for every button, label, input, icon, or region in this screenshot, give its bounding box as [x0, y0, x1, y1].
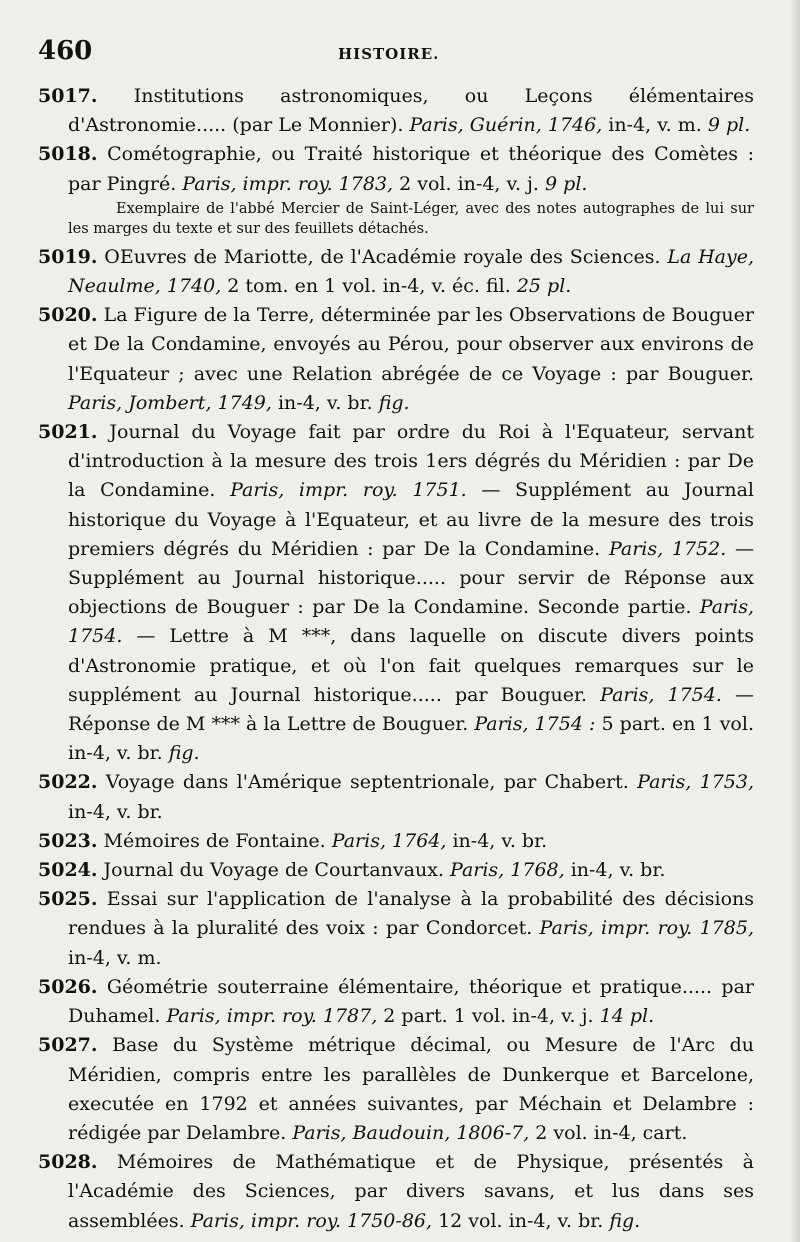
entry-imprint: Paris, impr. roy. 1751. — [230, 479, 467, 502]
entry-number: 5028. — [38, 1151, 98, 1174]
entry-number: 5017. — [38, 85, 98, 107]
entry-title: Journal du Voyage fait par ordre du Roi à l'Equateur, servant d'introduction à la mesure des trois 1ers dégrés du Méridien : par De la Condamine. — [68, 421, 754, 502]
entry-price: 25 pl. — [516, 275, 572, 298]
entry-imprint: Paris, impr. roy. 1750-86, — [190, 1209, 433, 1232]
catalogue-entry — [38, 301, 754, 418]
entry-imprint: Paris, 1752. — [608, 537, 727, 560]
catalogue-entry — [38, 827, 754, 856]
entry-imprint: Paris, 1753, — [637, 771, 755, 794]
entry-number: 5022. — [38, 771, 98, 794]
entry-title: La Figure de la Terre, déterminée par les Observations de Bouguer et De la Condamine, envoyés au Pérou, pour observer aux environs de l'Equateur ; avec une Relation abrégée de ce Voyage : par Bouguer. — [68, 304, 754, 385]
catalogue-entry — [38, 856, 754, 885]
entry-title: Géométrie souterraine élémentaire, théorique et pratique..... par Duhamel. — [68, 975, 754, 1028]
catalogue-entry — [38, 973, 754, 1031]
entry-price: fig. — [378, 391, 410, 414]
catalogue-entry — [38, 1031, 754, 1148]
entry-title: Institutions astronomiques, ou Leçons élémentaires d'Astronomie..... (par Le Monnier). — [68, 85, 754, 137]
entry-imprint: Paris, impr. roy. 1787, — [166, 1005, 378, 1028]
entry-title: Mémoires de Mathématique et de Physique, présentés à l'Académie des Sciences, par divers savans, et lus dans ses assemblées. — [68, 1151, 754, 1232]
catalogue-entry — [38, 140, 754, 198]
catalogue-entry — [38, 1148, 754, 1236]
entry-imprint: Paris, Jombert, 1749, — [68, 391, 272, 414]
entry-number: 5026. — [38, 975, 98, 998]
entry-format: in-4, v. br. — [570, 859, 666, 882]
entry-number: 5019. — [38, 245, 98, 268]
entry-format: 2 vol. in-4, v. j. — [399, 172, 539, 195]
catalogue-entry — [38, 82, 754, 140]
entry-imprint: Paris, impr. roy. 1785, — [539, 917, 755, 940]
entry-number: 5023. — [38, 829, 98, 852]
entry-format: 2 part. 1 vol. in-4, v. j. — [383, 1005, 594, 1028]
entry-imprint: Paris, 1768, — [450, 859, 565, 882]
entry-number: 5027. — [38, 1034, 98, 1057]
page-header — [38, 36, 754, 66]
entry-format: 2 tom. en 1 vol. in-4, v. éc. fil. — [227, 275, 511, 298]
entry-price: fig. — [168, 742, 200, 765]
entry-format: in-4, v. br. — [277, 391, 373, 414]
entry-number: 5024. — [38, 859, 98, 882]
entry-imprint: Paris, 1754. — [600, 683, 722, 706]
entry-imprint: La Haye, Neaulme, 1740, — [68, 245, 755, 298]
entry-imprint: Paris, 1754 : — [474, 713, 596, 736]
entry-title: Essai sur l'application de l'analyse à la probabilité des décisions rendues à la pluralité des voix : par Condorcet. — [68, 888, 755, 940]
entry-supplement: — Réponse de M *** à la Lettre de Bouguer. — [68, 683, 755, 736]
entry-format: 5 part. en 1 vol. in-4, v. br. — [68, 713, 754, 765]
entry-note: Exemplaire de l'abbé Mercier de Saint-Léger, avec des notes autographes de lui sur les marges du texte et sur des feuillets détachés. — [68, 200, 754, 237]
page-edge-shadow — [790, 0, 800, 1242]
entry-title: OEuvres de Mariotte, de l'Académie royale des Sciences. — [104, 245, 661, 268]
running-title: HISTOIRE. — [338, 45, 440, 63]
entry-format: in-4, v. br. — [452, 829, 548, 852]
entry-price: 14 pl. — [599, 1005, 655, 1028]
entry-imprint: Paris, Baudouin, 1806-7, — [292, 1121, 530, 1144]
entry-title: Voyage dans l'Amérique septentrionale, par Chabert. — [105, 771, 629, 794]
entry-format: 2 vol. in-4, cart. — [535, 1121, 688, 1144]
entry-title: Base du Système métrique décimal, ou Mesure de l'Arc du Méridien, compris entre les parallèles de Dunkerque et Barcelone, executée en 1792 et années suivantes, par Méchain et Delambre : rédigée par Delambre. — [68, 1034, 754, 1144]
entry-format: in-4, v. m. — [68, 946, 162, 969]
entry-price: fig. — [609, 1209, 641, 1232]
entry-imprint: Paris, Guérin, 1746, — [409, 114, 603, 137]
page-number: 460 — [38, 36, 93, 66]
entry-supplement: — Lettre à M ***, dans laquelle on discute divers points d'Astronomie pratique, et où l'on fait quelques remarques sur le supplément au Journal historique..... par Bouguer. — [68, 625, 754, 706]
entry-format: in-4, v. br. — [68, 800, 163, 823]
entry-imprint: Paris, 1764, — [331, 829, 447, 852]
entry-supplement: — Supplément au Journal historique du Voyage à l'Equateur, et au livre de la mesure des trois premiers dégrés du Méridien : par De la Condamine. — [68, 479, 754, 560]
catalogue-entry — [38, 243, 754, 301]
entry-number: 5021. — [38, 421, 98, 444]
entry-imprint: Paris, impr. roy. 1783, — [182, 172, 394, 195]
entry-number: 5020. — [38, 304, 98, 327]
entry-imprint: Paris, 1754. — [68, 596, 755, 648]
entry-supplement: — Supplément au Journal historique..... pour servir de Réponse aux objections de Bouguer : par De la Condamine. Seconde partie. — [68, 537, 755, 619]
entry-price: 9 pl. — [707, 114, 751, 137]
catalogue-entry — [38, 885, 754, 973]
entry-format: 12 vol. in-4, v. br. — [438, 1209, 604, 1232]
entry-title: Cométographie, ou Traité historique et théorique des Comètes : par Pingré. — [68, 143, 755, 195]
entry-price: 9 pl. — [545, 172, 588, 195]
catalogue-entry — [38, 768, 754, 826]
entry-number: 5025. — [38, 888, 98, 911]
entry-format: in-4, v. m. — [608, 114, 702, 137]
entry-title: Journal du Voyage de Courtanvaux. — [103, 859, 444, 882]
catalogue-entry — [38, 418, 754, 768]
entry-number: 5018. — [38, 143, 98, 166]
entry-title: Mémoires de Fontaine. — [103, 829, 326, 852]
